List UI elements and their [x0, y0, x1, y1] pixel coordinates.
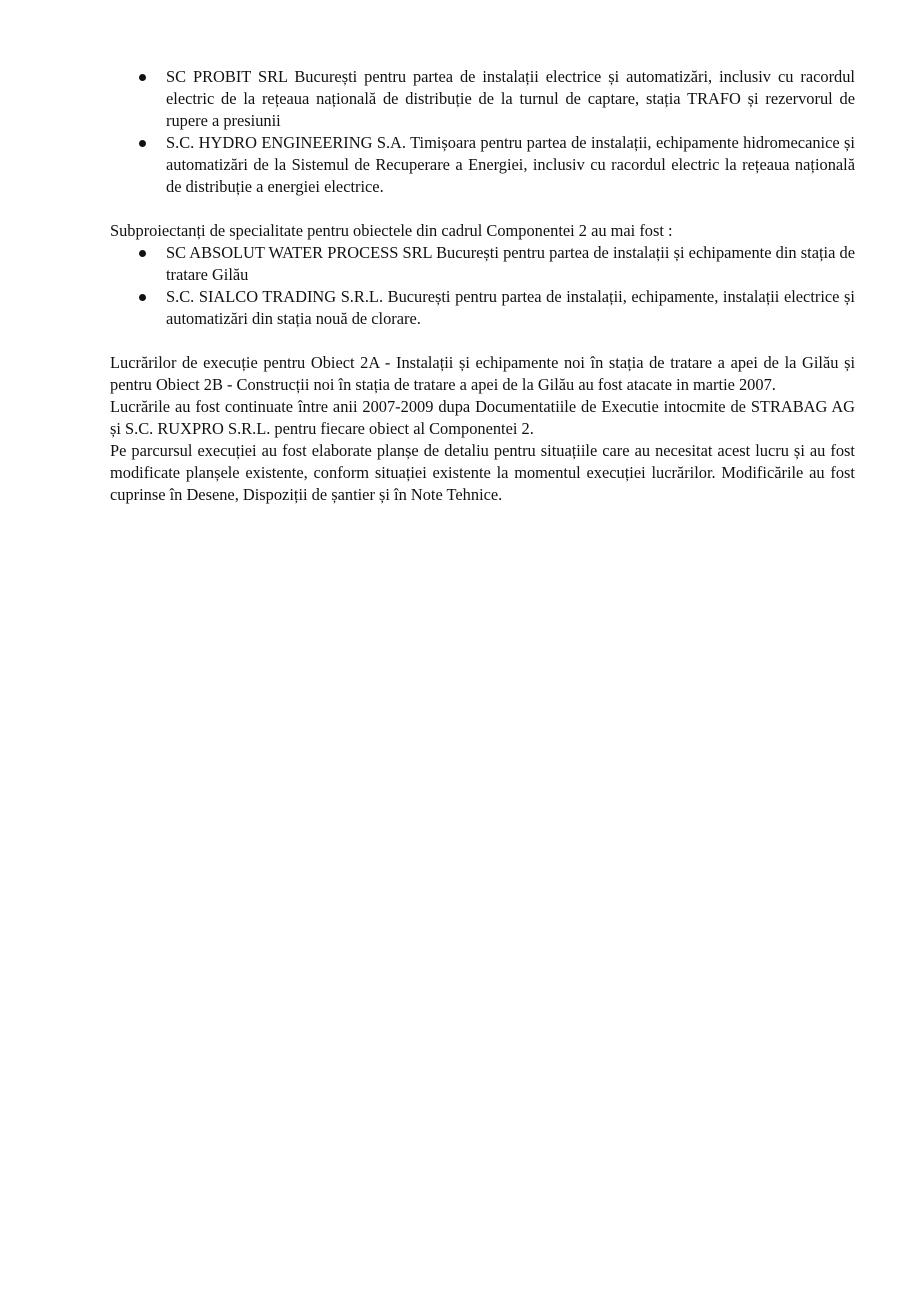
spacer [110, 198, 855, 220]
subcontractors-intro: Subproiectanți de specialitate pentru obiectele din cadrul Componentei 2 au mai fost : [110, 221, 673, 240]
document-page [110, 66, 855, 506]
list-item-text: SC PROBIT SRL București pentru partea de instalații electrice și automatizări, inclusiv cu racordul electric de la rețeaua națională de distribuție de la turnul de captare, stația TRAFO și rezervorul de rupere a presiunii [166, 67, 855, 130]
bullet-icon [139, 294, 146, 301]
bullet-icon [139, 74, 146, 81]
list-item-text: S.C. SIALCO TRADING S.R.L. București pentru partea de instalații, echipamente, instalații electrice și automatizări din stația nouă de clorare. [166, 287, 855, 328]
list-item [110, 242, 855, 286]
list-item-text: SC ABSOLUT WATER PROCESS SRL București pentru partea de instalații și echipamente din stația de tratare Gilău [166, 243, 855, 284]
bullet-icon [139, 250, 146, 257]
list-item [110, 132, 855, 198]
paragraph-works-start: Lucrărilor de execuție pentru Obiect 2A - Instalații și echipamente noi în stația de tratare a apei de la Gilău și pentru Obiect 2B - Construcții noi în stația de tratare a apei de la Gilău au fost atacate in martie 2007. [110, 353, 855, 394]
paragraph-works-continued: Lucrările au fost continuate între anii 2007-2009 dupa Documentatiile de Executie intocmite de STRABAG AG și S.C. RUXPRO S.R.L. pentru fiecare obiect al Componentei 2. [110, 397, 855, 438]
list-item [110, 66, 855, 132]
list-item [110, 286, 855, 330]
contractor-list-2 [110, 242, 855, 330]
paragraph-detail-drawings: Pe parcursul execuției au fost elaborate planșe de detaliu pentru situațiile care au necesitat acest lucru și au fost modificate planșele existente, conform situației existente la momentul execuției lucrărilor. Modificările au fost cuprinse în Desene, Dispoziții de șantier și în Note Tehnice. [110, 441, 855, 504]
list-item-text: S.C. HYDRO ENGINEERING S.A. Timișoara pentru partea de instalații, echipamente hidromecanice și automatizări de la Sistemul de Recuperare a Energiei, inclusiv cu racordul electric la rețeaua națională de distribuție a energiei electrice. [166, 133, 855, 196]
bullet-icon [139, 140, 146, 147]
spacer [110, 330, 855, 352]
contractor-list-1 [110, 66, 855, 198]
